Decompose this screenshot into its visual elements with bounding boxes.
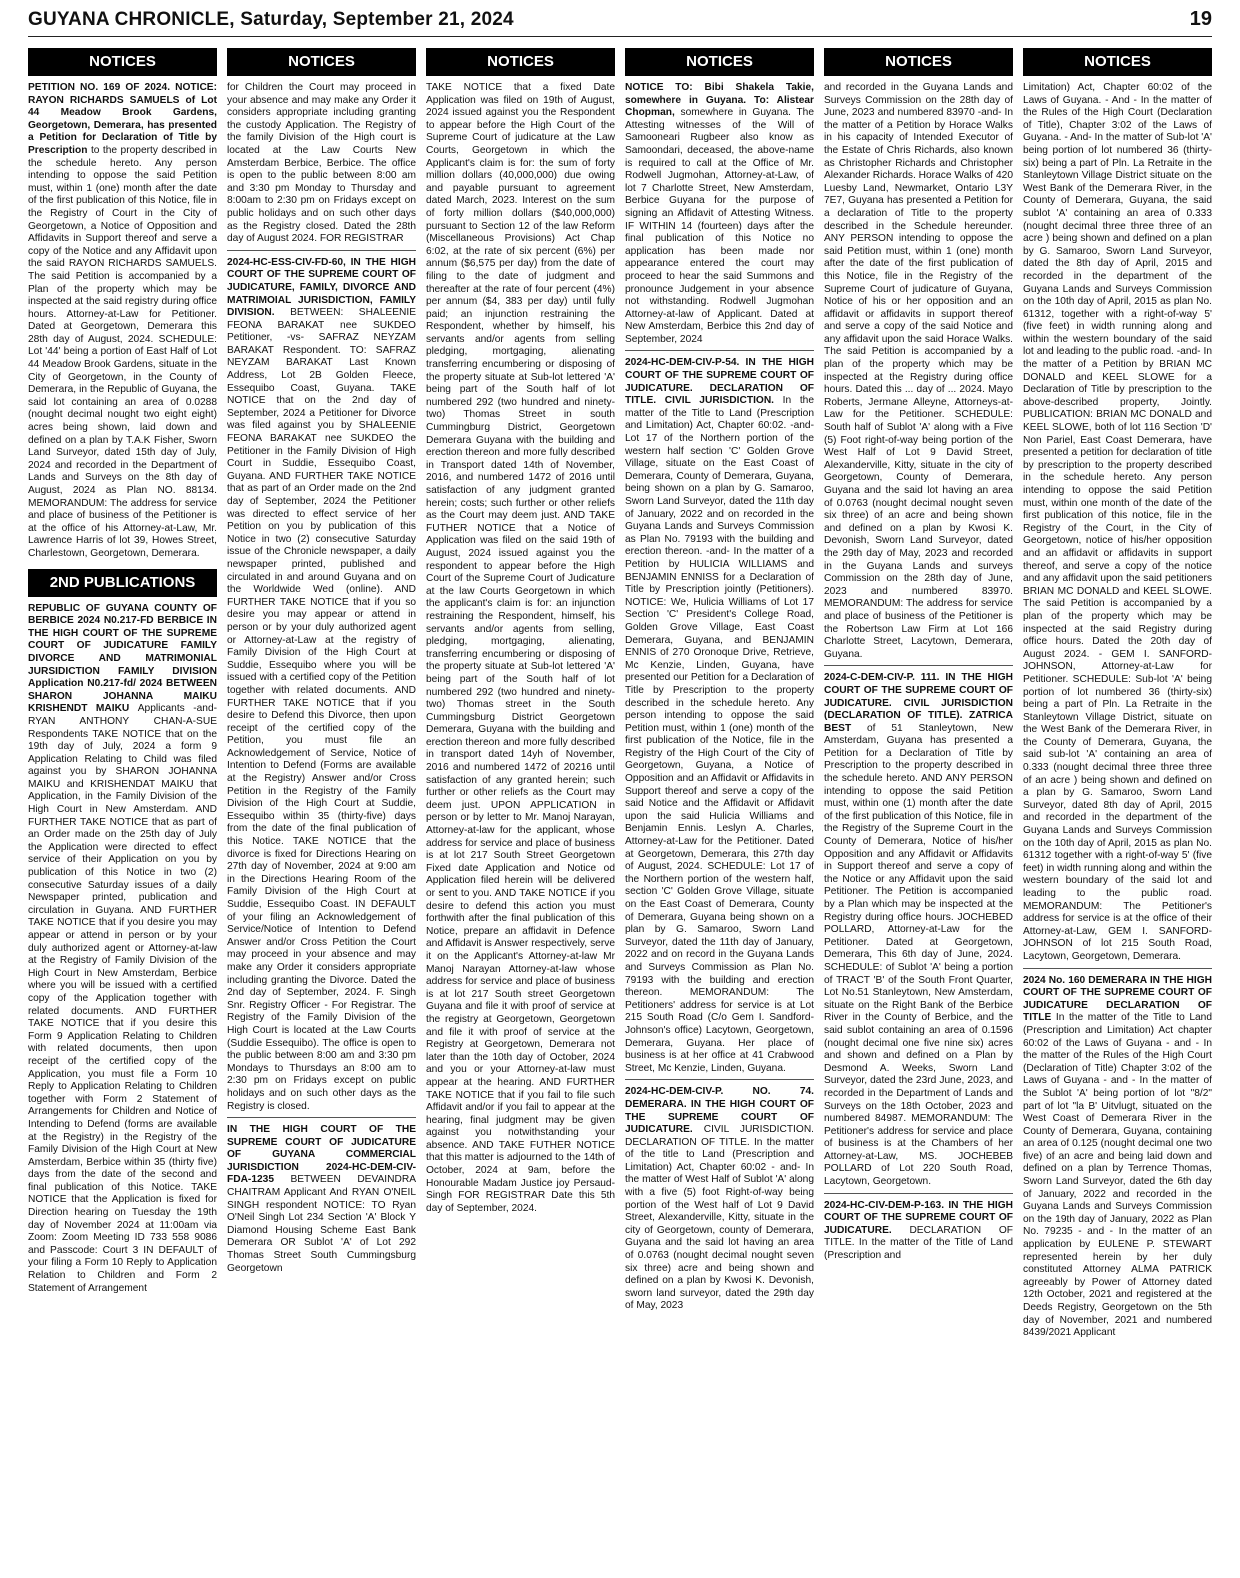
notice-lead: IN THE HIGH COURT OF THE SUPREME COURT OF JUDICATURE OF GUYANA COMMERCIAL JURISDICTION 2024-HC-DEM-CIV-FDA-1235: [227, 1124, 416, 1186]
column-1: [28, 48, 217, 1574]
notice-divider: [1023, 968, 1212, 969]
notice-body: for Children the Court may proceed in your absence and may make any Order it considers appropriate including granting the custody Application. The Registry of the family Division of the High court is located at the Law Courts New Amsterdam Berbice, Berbice. The office is open to the public between 8:00 am and 3:30 pm Monday to Thursday and 8:00am to 2:30 pm on Fridays except on public holidays and on such other days as the Registry closed. Dated the 28th day of August 2024. FOR REGISTRAR: [227, 82, 416, 245]
notice-body: BETWEEN DEVAINDRA CHAITRAM Applicant And RYAN O'NEIL SINGH respondent NOTICE: TO Ryan O'Neil Singh Lot 234 Section 'A' Block Y Diamond Housing Scheme East Bank Demerara OR Sublot 'A' of Lot 292 Thomas Street South Cummingsburg Georgetown: [227, 1174, 416, 1274]
notice-civ-p-74: [625, 1086, 814, 1313]
notice-divider: [625, 350, 814, 351]
notice-divider: [824, 1193, 1013, 1194]
notice-petition-169: [28, 82, 217, 561]
page-number: 19: [1189, 8, 1212, 30]
notice-lead: NOTICE TO: Bibi Shakela Takie, somewhere in Guyana. To: Alistear Chopman,: [625, 82, 814, 119]
section-heading-2nd-publications: 2ND PUBLICATIONS: [28, 569, 217, 597]
section-heading: NOTICES: [1023, 48, 1212, 76]
notice-body: Limitation) Act, Chapter 60:02 of the Laws of Guyana. - And - In the matter of the Rules of the High Court (Declaration of Title), Chapter 3:02 of the Laws of Guyana. - And- In the matter of Sub-lot 'A' being portion of lot numbered 36 (thirty-six) being a part of Pln. La Retraite in the Stanleytown Village District situate on the West Bank of the Demerara River, in the County of Demerara, Guyana, the said sublot 'A' containing an area of 0.333 (nought decimal three three three of an acre ) being shown and defined on a plan by G. Samaroo, Sworn Land Surveyor, dated the 8th day of April, 2015 and recorded in the department of the Guyana Lands and Surveys Commission on the 10th day of April, 2015 as plan No. 61312, together with a right-of-way 5' (five feet) in width running along and within the western boundary of the said lot and leading to the public road. -and- In the matter of a Petition by BRIAN MC DONALD and KEEL SLOWE for a Declaration of Title by prescription to the above-described property, Jointly. PUBLICATION: BRIAN MC DONALD and KEEL SLOWE, both of lot 116 Section 'D' Non Pariel, East Coast Demerara, have presented a petition for declaration of title by prescription to the property described in the schedule hereto. Any person intending to oppose the said Petition must, within one month of the date of the first publication of this notice, file in the Registry of the Court, in the City of Georgetown, notice of his/her opposition and an affidavit or affidavits in support thereof, and serve a copy of the notice and any affidavit upon the said petitioners BRIAN MC DONALD and KEEL SLOWE. The said Petition is accompanied by a plan of the property which may be inspected at the said Registry during office hours. Dated the 20th day of August 2024. - GEM I. SANFORD-JOHNSON, Attorney-at-Law for Petitioner. SCHEDULE: Sub-lot 'A' being portion of lot numbered 36 (thirty-six) being a part of Pln. La Retraite in the Stanleytown Village District, situate on the West Bank of the Demerara River, in the County of Demerara, Guyana, the said sub-lot 'A' containing an area of 0.333 (nought decimal three three three of an acre ) being shown and defined on a plan by G. Samaroo, Sworn Land Surveyor, dated 8th day of April, 2015 and recorded in the department of the Guyana Lands and Surveys Commission on the 10th day of April, 2015 as plan No. 61312 together with a right-of-way 5' (five feet) in width running along and within the western boundary of the said lot and leading to the public road. MEMORANDUM: The Petitioner's address for service is at the office of their Attorney-at-Law, GEM I. SANFORD-JOHNSON of lot 215 South Road, Lacytown, Georgetown, Demerara.: [1023, 82, 1212, 962]
column-2: [227, 48, 416, 1574]
notice-lead: 2024 No. 160 DEMERARA IN THE HIGH COURT OF THE SUPREME COURT OF JUDICATURE DECLARATION OF TITLE: [1023, 974, 1212, 1024]
notice-divider: [227, 1117, 416, 1118]
column-6: [1023, 48, 1212, 1574]
notice-body: In the matter of the Title to Land (Prescription and Limitation) Act chapter 60:02 of the Laws of Guyana - and - In the matter of the Rules of the High Court (Declaration of Title) Chapter 3:02 of the Laws of Guyana - and - In the matter of the Sublot 'A' being portion of lot "8/2" part of lot "la B' Uitvlugt, situated on the West Coast of Demerara River in the County of Demerara, Guyana, containing an area of 0.125 (nought decimal one two five) of an acre and being laid down and defined on a plan by Terrence Thomas, Sworn Land Surveyor, dated the 6th day of January, 2022 and recorded in the Guyana Lands and Surveys Commission on the 19th day of January, 2022 as Plan No. 79235 - and - In the matter of an application by EULENE P. STEWART represented herein by her duly constituted Attorney ALMA PATRICK agreeably by Power of Attorney dated 12th October, 2021 and registered at the Deeds Registry, Georgetown on the 5th day of November, 2021 and numbered 8439/2021 Applicant: [1023, 1012, 1212, 1339]
notice-divider: [824, 665, 1013, 666]
notice-body: In the matter of the Title to Land (Prescription and Limitation) Act, Chapter 60:02. -and- Lot 17 of the Northern portion of the western half section 'C' Golden Grove Village, situate on the East Coast of Demerara, County of Demerara, Guyana, being shown on a plan by G. Samaroo, Sworn Land Surveyor, dated the 11th day of January, 2022 and on recorded in the Guyana Lands and Surveys Commission as Plan No. 79193 with the building and erection thereon. -and- In the matter of a Petition by HULICIA WILLIAMS and BENJAMIN ENNISS for a Declaration of Title by Prescription jointly (Petitioners). NOTICE: We, Hulicia Williams of Lot 17 Section 'C' President's College Road, Golden Grove Village, East Coast Demerara, Guyana, and BENJAMIN ENNIS of 270 Oronoque Drive, Retrieve, Mc Kenzie, Linden, Guyana, have presented our Petition for a Declaration of Title by Prescription to the property described in the schedule hereto. Any person intending to oppose the said Petition must, within 1 (one) month of the first publication of the Notice, file in the Registry of the High Court of the City of Georgetown, Guyana, a Notice of Opposition and an Affidavit or Affidavits in Support thereof and serve a copy of the said Notice and the Affidavit or Affidavit upon the said Hulicia Williams and Benjamin Ennis. Leslyn A. Charles, Attorney-at-Law for the Petitioner. Dated at Georgetown, Demerara, this 27th day of August, 2024. SCHEDULE: Lot 17 of the Northern portion of the western half, section 'C' Golden Grove Village, situate on the East Coast of Demerara, County of Demerara, Guyana being shown on a plan by G. Samaroo, Sworn Land Surveyor, dated the 11th day of January, 2022 and on record in the Guyana Lands and Surveys Commission as Plan No. 79193 with the building and erection thereon. MEMORANDUM: The Petitioners' address for service is at Lot 215 South Road (C/o Gem I. Sandford-Johnson's office) Lacytown, Georgetown, Demerara, Guyana. Her place of business is at her office at 41 Crabwood Street, Mc Kenzie, Linden, Guyana.: [625, 395, 814, 1074]
section-heading: NOTICES: [28, 48, 217, 76]
section-heading: NOTICES: [426, 48, 615, 76]
notice-ess-civ-fd-60: [227, 257, 416, 1113]
header-rule: [28, 36, 1212, 37]
section-heading: NOTICES: [824, 48, 1013, 76]
notice-body: BETWEEN: SHALEENIE FEONA BARAKAT nee SUKDEO Petitioner, -vs- SAFRAZ NEYZAM BARAKAT Respondent. TO: SAFRAZ NEYZAM BARAKAT Last Known Address, Lot 2B Golden Fleece, Essequibo Coast, Guyana. TAKE NOTICE that on the 2nd day of September, 2024 a Petitioner for Divorce was filed against you by SHALEENIE FEONA BARAKAT nee SUKDEO the Petitioner in the Family Division of High Court in Suddie, Essequibo Coast, Guyana. AND FURTHER TAKE NOTICE that as part of an Order made on the 2nd day of September, 2024 the Petitioner was directed to effect service of her Petition on you by publication of this Notice in two (2) consecutive Saturday issue of the Chronicle newspaper, a daily newspaper printed, published and circulated in and around Guyana and on the Worldwide Wed (online). AND FURTHER TAKE NOTICE that if you so desire you may appear or attend in person or by your duly authorized agent or Attorney-at-Law at the registry of Family Division of the High Court at Suddie, Essequibo where you will be issued with a certified copy of the Petition together with related documents. AND FURTHER TAKE NOTICE that if you desire to Defend this Divorce, then upon receipt of the certified copy of the Petition, you must file an Acknowledgement of Service, Notice of Intention to Defend (Forms are available at the Registry) Answer and/or Cross Petition in the Registry of the Family Division of the High Court at Suddie, Essequibo within 35 (thirty-five) days from the date of the final publication of this Notice. TAKE NOTICE that the divorce is fixed for Directions Hearing on 27th day of November, 2024 at 9:00 am in the Directions Hearing Room of the Family Division of the High Court at Suddie, Essequibo Coast. IN DEFAULT of your filing an Acknowledgement of Service/Notice of Intention to Defend Answer and/or Cross Petition the Court may proceed in your absence and may make any Order it considers appropriate including granting the Divorce. Dated the 2nd day of September, 2024. F. Singh Snr. Registry Officer - For Registrar. The Registry of the Family Division of the High Court is located at the Law Courts (Suddie Essequibo). The office is open to the public between 8:00 am and 3:30 pm Mondays to Thursdays an 8:00 am to 2:30 pm on Fridays except on public holidays and on such other days as the Registry is closed.: [227, 307, 416, 1112]
masthead: [28, 8, 1212, 34]
notice-body: somewhere in Guyana. The Attesting witnesses of the Will of Samooneari Rugbeer also know as Samoondari, deceased, the above-name is required to call at the Office of Mr. Rodwell Jugmohan, Attorney-at-Law, of lot 7 Charlotte Street, New Amsterdam, Berbice Guyana for the purpose of signing an Affidavit of Attesting Witness. IF WITHIN 14 (fourteen) days after the final publication of this Notice no application has been made nor appearance entered the court may proceed to hear the said Summons and pronounce Judgement in your absence not withstanding. Rodwell Jugmohan Attorney-at-law of Applicant. Dated at New Amsterdam, Berbice this 2nd day of September, 2024: [625, 107, 814, 345]
notice-divider: [227, 250, 416, 251]
column-3: [426, 48, 615, 1574]
section-heading: NOTICES: [625, 48, 814, 76]
notice-continuation: [1023, 82, 1212, 964]
column-4: [625, 48, 814, 1574]
column-5: [824, 48, 1013, 1574]
notice-lead: REPUBLIC OF GUYANA COUNTY OF BERBICE 2024 N0.217-FD BERBICE IN THE HIGH COURT OF THE SUPREME COURT OF JUDICATURE FAMILY DIVORCE AND MATRIMONIAL JURSIDICTION FAMILY DIVISION Application N0.217-fd/ 2024 BETWEEN SHARON JOHANNA MAIKU KRISHENDT MAIKU: [28, 602, 217, 715]
notice-body: CIVIL JURISDICTION. DECLARATION OF TITLE. In the matter of the title to Land (Prescription and Limitation) Act, Chapter 60:02 - and- In the matter of West Half of Sublot 'A' along with a five (5) foot Right-of-way being portion of the West half of Lot 9 David Street, Alexanderville, Kitty, situate in the city of Georgetown, county of Demerara, Guyana and the said lot having an area of 0.0763 (nought decimal nought seven six three) acre and being shown and defined on a plan by Kwosi K. Devonish, sworn land surveyor, dated the 29th day of May, 2023: [625, 1124, 814, 1312]
notice-lead: 2024-HC-ESS-CIV-FD-60, IN THE HIGH COURT OF THE SUPREME COURT OF JUDICATURE, FAMILY, DIVORCE AND MATRIMOIAL JURISDICTION, FAMILY DIVISION.: [227, 256, 416, 319]
notice-civ-p-111: [824, 672, 1013, 1188]
notice-no-160-demerara: [1023, 975, 1212, 1340]
notice-attesting-witness: [625, 82, 814, 346]
notice-body: DECLARATION OF TITLE. In the matter of the Title of Land (Prescription and: [824, 1224, 1013, 1262]
notice-lead: 2024-HC-DEM-CIV-P. NO. 74. DEMERARA. IN THE HIGH COURT OF THE SUPREME COURT OF JUDICATURE.: [625, 1086, 814, 1136]
notice-fixed-date-application: [426, 82, 615, 1215]
section-heading: NOTICES: [227, 48, 416, 76]
notice-fda-1235: [227, 1124, 416, 1275]
notice-body: to the property described in the schedule hereto. Any person intending to oppose the said Petition must, within 1 (one) month after the date of the first publication of this Notice, file in the Registry of Court in the City of Georgetown, a Notice of Opposition and Affidavits in Support thereof and serve a copy of the Notice and any Affidavit upon the said RAYON RICHARDS SAMUELS. The said Petition is accompanied by a Plan of the property which may be inspected at the said registry during office hours. Attorney-at-Law for Petitioner. Dated at Georgetown, Demerara this 28th day of August, 2024. SCHEDULE: Lot '44' being a portion of East Half of Lot 44 Meadow Brook Gardens, situate in the City of Georgetown, in the County of Demerara, in the Republic of Guyana, the said lot containing an area of 0.0288 (nought decimal nought two eight eight) acres being shown, laid down and defined on a plan by T.A.K Fisher, Sworn Land Surveyor, dated 15th day of July, 2024 and recorded in the Department of Lands and Surveys on the 8th day of August, 2024 as Plan NO. 88134. MEMORANDUM: The address for service and place of business of the Petitioner is at the office of his Attorney-at-Law, Mr. Lawrence Harris of lot 39, Howes Street, Charlestown, Georgetown, Demerara.: [28, 144, 217, 559]
publication-date-line: GUYANA CHRONICLE, Saturday, September 21, 2024: [28, 9, 514, 30]
notice-lead: PETITION NO. 169 OF 2024. NOTICE: RAYON RICHARDS SAMUELS of Lot 44 Meadow Brook Gardens, Georgetown, Demerara, has presented a Petition for Declaration of Title by Prescription: [28, 82, 217, 156]
notice-continuation: [824, 82, 1013, 661]
notice-civ-p-54: [625, 357, 814, 1075]
notice-body: and recorded in the Guyana Lands and Surveys Commission on the 28th day of June, 2023 and numbered 83970 -and- In the matter of a Petition by Horace Walks in his capacity of Intended Executor of the Estate of Chris Richards, also known as Christopher Richards and Christopher Alexander Richards. Horace Walks of 420 Luesby Land, Newmarket, Ontario L3Y 7E7, Guyana has presented a Petition for a declaration of Title to the property described in the Schedule hereunder. ANY PERSON intending to oppose the said Petition must, within 1 (one) month after the date of the first publication of this Notice, file in the Registry of the Supreme Court of judicature of Guyana, Notice of his or her opposition and an affidavit or affidavits in support thereof and serve a copy of the said Notice and any affidavit upon the said Horace Walks. The said Petition is accompanied by a plan of the property which may be inspected at the Registry during office hours. Dated this ... day of ... 2024. Mayo Roberts, Jermane Alleyne, Attorneys-at-Law for the Petitioner. SCHEDULE: South half of Sublot 'A' along with a Five (5) Foot right-of-way being portion of the West Half of Lot 9 David Street, Alexanderville, Kitty, situate in the city of Georgetown, County of Demerara, Guyana and the said lot having an area of 0.0763 (nought decimal nought seven six three) of an acre and being shown and defined on a plan by Kwosi K. Devonish, Sworn Land Surveyor, dated the 29th day of May, 2023 and recorded in the Guyana Lands and surveys Commission on the 28th day of June, 2023 and numbered 83970. MEMORANDUM: The address for service and place of business of the Petitioner is the Robertson Law Firm at Lot 166 Charlotte Street, Lacytown, Demerara, Guyana.: [824, 82, 1013, 660]
notice-body: Applicants -and- RYAN ANTHONY CHAN-A-SUE Respondents TAKE NOTICE that on the 19th day of July, 2024 a form 9 Application Relating to Child was filed against you by SHARON JOHANNA MAIKU and KRISHENDAT MAIKU that Application, in the Family Division of the High Court in New Amsterdam. AND FURTHER TAKE NOTICE that as part of an Order made on the 25th day of July the Application were directed to effect service of their Application on you by publication of this Notice in two (2) consecutive Saturday issues of a daily Newspaper printed, publication and circulation in Guyana. AND FURTHER TAKE NOTICE that if you desire you may appear or attend in person or by your duly authorized agent or Attorney-at-law at the Registry of Family Division of the High Court in New Amsterdam, Berbice where you will be issued with a certified copy of the Application together with related documents. AND FURTHER TAKE NOTICE that if you desire this Form 9 Application Relating to Children with related documents, then upon receipt of the certified copy of the Application, you must file a Form 10 Reply to Application Relating to Children together with Form 2 Statement of Arrangements for Children and Notice of Intending to Defend (forms are available at the Registry) in the Registry of the Family Division of the High Court at New Amsterdam, Berbice within 35 (thirty five) days from the date of the second and final publication of this Notice. TAKE NOTICE that the Application is fixed for Direction hearing on Tuesday the 19th day of November 2024 at 11:00am via Zoom: Zoom Meeting ID 733 558 9086 and Passcode: Court 3 IN DEFAULT of your filing a Form 10 Reply to Application Relation to Children and Form 2 Statement of Arrangement: [28, 703, 217, 1294]
notices-columns: [28, 48, 1212, 1574]
notice-divider: [625, 1079, 814, 1080]
notice-civ-dem-p-163: [824, 1200, 1013, 1263]
notice-lead: 2024-C-DEM-CIV-P. 111. IN THE HIGH COURT OF THE SUPREME COURT OF JUDICATURE. CIVIL JURISDICTION (DECLARATION OF TITLE). ZATRICA BEST: [824, 672, 1013, 734]
notice-berbice-217-fd: [28, 603, 217, 1296]
notice-lead: 2024-HC-DEM-CIV-P-54. IN THE HIGH COURT OF THE SUPREME COURT OF JUDICATURE. DECLARATION OF TITLE. CIVIL JURISDICTION.: [625, 357, 814, 407]
notice-continuation: [227, 82, 416, 246]
notice-lead: 2024-HC-CIV-DEM-P-163. IN THE HIGH COURT OF THE SUPREME COURT OF JUDICATURE.: [824, 1199, 1013, 1236]
notice-body: TAKE NOTICE that a fixed Date Application was filed on 19th of August, 2024 issued against you the Respondent to appear before the High Court of the Supreme Court of judicature at the Law Courts, Georgetown in which the Applicant's claim is for: the sum of forty million dollars (40,000,000) due owing and payable pursuant to agreement dated March, 2023. Interest on the sum of forty million dollars ($40,000,000) pursuant to Section 12 of the law Reform (Miscellaneous Provisions) Act Chap 6:02, at the rate of six percent (6%) per annum ($6,575 per day) from the date of filing to the date of judgment and thereafter at the rate of four percent (4%) per annum ($4, 383 per day) until fully paid; an injunction restraining the Respondent, whether by himself, his servants and/or agents from selling pledging, mortgaging, alienating transferring encumbering or disposing of the property situate at Sub-lot lettered 'A' being part of the South half of lot numbered 292 (two hundred and ninety-two) Thomas Street in south Cummingburg District, Georgetown Demerara Guyana with the building and erection thereon and more fully described in Transport dated 14th of November, 2016, and numbered 1472 of 2016 until satisfaction of any judgment granted herein; costs; such further or other reliefs as the Court may deem just. AND TAKE FUTHER NOTICE that a Notice of Application was filed on the said 19th of August, 2024 issued against you the respondent to appear before the High Court of the Supreme Court of Judicature at the law Courts Georgetown in which the applicant's claim is for: an injunction restraining the Respondent, himself, his servants and/or agents from selling, pledging, mortgaging, alienating, transferring encumbering or disposing of the property situate at Sub-lot lettered 'A' being part of the South half of lot numbered 292 (two hundred and ninety-two) Thomas street in the South Cummingsburg District Georgetown Demerara, Guyana with the building and erection thereon and more fully described in transport dated 14yh of November, 2016 and numbered 1472 of 20216 until satisfaction of any granted herein; such further or other reliefs as the Court may deem just. UPON APPLICATION in person or by letter to Mr. Manoj Narayan, Attorney-at-law for the applicant, whose address for service and place of business is at lot 217 South Street Georgetown Fixed date Application and Notice od Application filed herein will be delivered or sent to you. AND TAKE NOTICE if you desire to defend this action you must forthwith after the final publication of this Notice, prepare an affidavit in Defence and Affidavit is Answer respectively, serve it on the Applicant's Attorney-at-law Mr Manoj Narayan Attorney-at-law whose address for service and place of business is at lot 217 South street Georgetown Guyana and file it with proof of service at the registry at Georgetown, Georgetown and file it with proof of service at the Registry at Georgetown, Demerara not later than the 10th day of October, 2024 and you or your Attorney-at-law must appear at the hearing. AND FURTHER TAKE NOTICE that if you fail to file such Affidavit and/or if you fail to appear at the hearing, final judgment may be given against you notwithstanding your absence. AND TAKE FUTHER NOTICE that this matter is adjourned to the 14th of October, 2024 at 9am, before the Honourable Madam Justice joy Persaud-Singh FOR REGISTRAR Date this 5th day of September, 2024.: [426, 82, 615, 1214]
notice-body: of 51 Stanleytown, New Amsterdam, Guyana has presented a Petition for a Declaration of Title by Prescription to the property described in the schedule hereto. AND ANY PERSON intending to oppose the said Petition must, within one (1) month after the date of the first publication of this Notice, file in the Registry of the Supreme Court in the County of Demerara, Notice of his/her Opposition and any Affidavit or Affidavits in Support thereof and serve a copy of the Notice or any Affidavit upon the said Petitioner. The Petition is accompanied by a Plan which may be inspected at the Registry during office hours. JOCHEBED POLLARD, Attorney-at-Law for the Petitioner. Dated at Georgetown, Demerara, This 6th day of June, 2024. SCHEDULE: of Sublot 'A' being a portion of TRACT 'B' of the South Front Quarter, Lot No.51 Stanleytown, New Amsterdam, situate on the Right Bank of the Berbice River in the County of Berbice, and the said sublot containing an area of 0.1596 (nought decimal one five nine six) acres and shown and defined on a Plan by Desmond A. Weeks, Sworn Land Surveyor, dated the 23rd June, 2023, and recorded in the Department of Lands and Surveys on the 18th October, 2023 and numbered 84987. MEMORANDUM: The Petitioner's address for service and place of business is at the Chambers of her Attorney-at-Law, MS. JOCHEBEB POLLARD of Lot 220 South Road, Lacytown, Georgetown.: [824, 722, 1013, 1188]
